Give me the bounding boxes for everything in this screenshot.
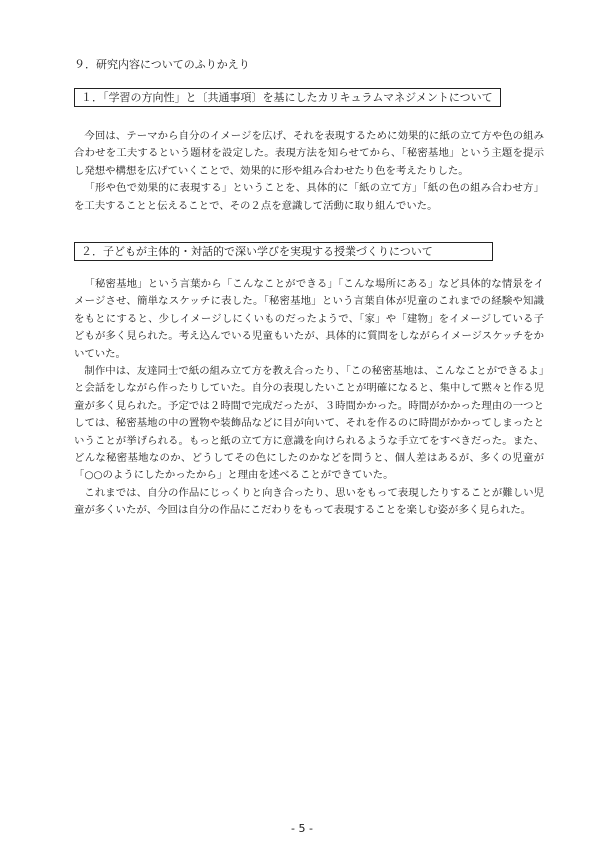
- subsection-1-title: １．「学習の方向性」と〔共通事項〕を基にしたカリキュラムマネジメントについて: [81, 91, 493, 104]
- subsection-2-title: ２．子どもが主体的・対話的で深い学びを実現する授業づくりについて: [81, 245, 433, 258]
- section-heading: ９．研究内容についてのふりかえり: [74, 58, 250, 71]
- subsection-1-body: [74, 128, 544, 215]
- subsection-2-paragraph-2: 制作中は、友達同士で紙の組み立て方を教え合ったり、「この秘密基地は、こんなことができるよ」と会話をしながら作ったりしていた。自分の表現したいことが明確になると、集中して黙々と作る児童が多く見られた。予定では２時間で完成だったが、３時間かかった。時間がかかった理由の一つとしては、秘密基地の中の置物や装飾品などに目が向いて、それを作るのに時間がかかってしまったということが挙げられる。もっと紙の立て方に意識を向けられるような手立てをすべきだった。また、どんな秘密基地なのか、どうしてその色にしたのかなどを問うと、個人差はあるが、多くの児童が「○○のようにしたかったから」と理由を述べることができていた。: [74, 365, 544, 482]
- subsection-2-paragraph-3: これまでは、自分の作品にじっくりと向き合ったり、思いをもって表現したりすることが難しい児童が多くいたが、今回は自分の作品にこだわりをもって表現することを楽しむ姿が多く見られた。: [74, 486, 544, 517]
- subsection-1-title-box: [74, 88, 501, 107]
- subsection-1-paragraph-1: 今回は、テーマから自分のイメージを広げ、それを表現するために効果的に紙の立て方や色の組み合わせを工夫するという題材を設定した。表現方法を知らせてから、「秘密基地」という主題を提示し発想や構想を広げていくことで、効果的に形や組み合わせたり色を考えたりした。: [74, 130, 544, 177]
- subsection-2-body: [74, 276, 544, 520]
- subsection-1-paragraph-2: 「形や色で効果的に表現する」ということを、具体的に「紙の立て方」「紙の色の組み合わせ方」を工夫することと伝えることで、その２点を意識して活動に取り組んでいた。: [74, 182, 544, 212]
- subsection-2-paragraph-1: 「秘密基地」という言葉から「こんなことができる」「こんな場所にある」など具体的な情景をイメージさせ、簡単なスケッチに表した。「秘密基地」という言葉自体が児童のこれまでの経験や知識をもとにすると、少しイメージしにくいものだったようで、「家」や「建物」をイメージしている子どもが多く見られた。考え込んでいる児童もいたが、具体的に質問をしながらイメージスケッチをかいていた。: [74, 278, 544, 360]
- subsection-2-title-box: [74, 242, 493, 261]
- page-number: - 5 -: [291, 822, 313, 835]
